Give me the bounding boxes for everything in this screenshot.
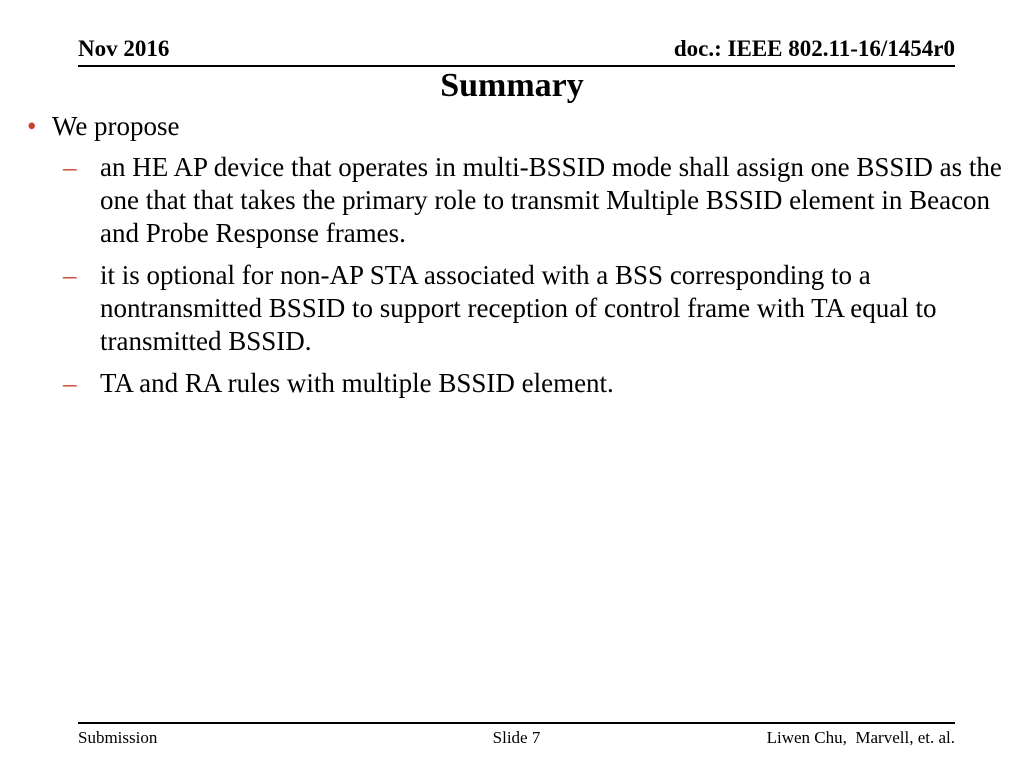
footer-submission-label: Submission xyxy=(78,728,158,747)
bullet-item-level1 xyxy=(27,110,180,143)
footer-divider xyxy=(78,722,955,724)
bullet-item-sub xyxy=(63,151,1013,250)
bullet-sub-text: an HE AP device that operates in multi-BSSID mode shall assign one BSSID as the one that that takes the primary role to transmit Multiple BSSID element in Beacon and Probe Response frames. xyxy=(100,152,1002,248)
bullet-level1-text: We propose xyxy=(52,111,180,141)
bullet-dot-icon: • xyxy=(27,111,37,141)
bullet-item-sub xyxy=(63,367,1013,400)
footer-slide-number: Slide 7 xyxy=(492,728,541,747)
header-doc-number: doc.: IEEE 802.11-16/1454r0 xyxy=(673,36,955,61)
dash-marker-icon: – xyxy=(63,368,77,398)
footer-authors: Liwen Chu, Marvell, et. al. xyxy=(766,728,955,747)
bullet-item-sub xyxy=(63,259,1013,358)
bullet-sub-text: TA and RA rules with multiple BSSID element. xyxy=(100,368,614,398)
dash-marker-icon: – xyxy=(63,152,77,182)
bullet-sublist xyxy=(63,151,1013,409)
bullet-sub-text: it is optional for non-AP STA associated with a BSS corresponding to a nontransmitted BSSID to support reception of control frame with TA equal to transmitted BSSID. xyxy=(100,260,937,356)
header-date: Nov 2016 xyxy=(78,36,170,61)
page-title: Summary xyxy=(440,67,584,104)
dash-marker-icon: – xyxy=(63,260,77,290)
